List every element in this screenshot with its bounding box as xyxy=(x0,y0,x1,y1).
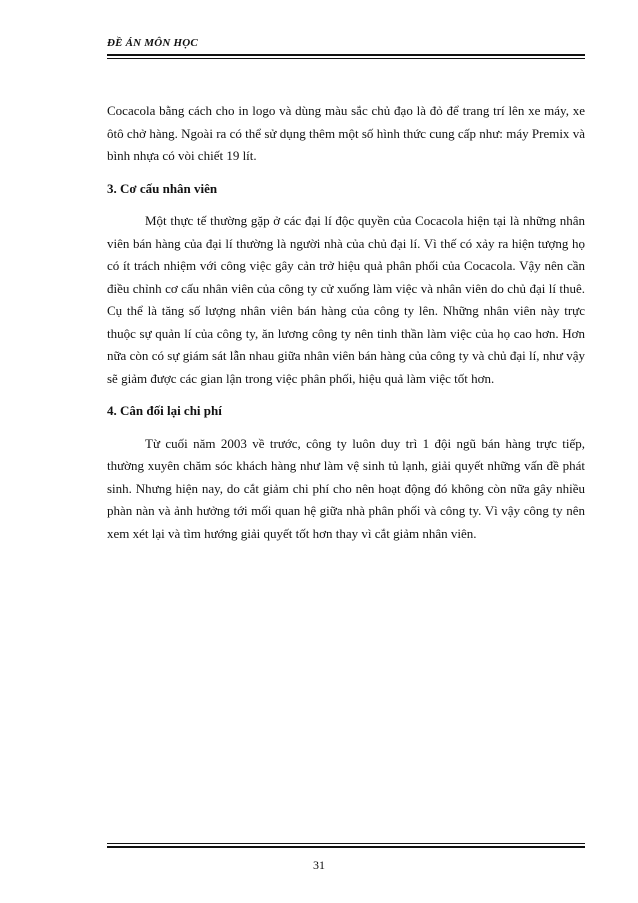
section-paragraph-4: Từ cuối năm 2003 về trước, công ty luôn duy trì 1 đội ngũ bán hàng trực tiếp, thường xuyên chăm sóc khách hàng như làm vệ sinh tủ lạnh, giải quyết những vấn đề phát sinh. Nhưng hiện nay, do cắt giảm chi phí cho nên hoạt động đó không còn nữa gây nhiều phàn nàn và ảnh hưởng tới mối quan hệ giữa nhà phân phối và công ty. Vì vậy công ty nên xem xét lại và tìm hướng giải quyết tốt hơn thay vì cắt giảm nhân viên. xyxy=(107,435,585,541)
page-content xyxy=(107,100,585,545)
section-heading-4: 4. Cân đối lại chi phí xyxy=(107,403,222,418)
intro-paragraph: Cocacola bằng cách cho in logo và dùng màu sắc chủ đạo là đỏ để trang trí lên xe máy, xe ôtô chở hàng. Ngoài ra có thể sử dụng thêm một số hình thức cung cấp như: máy Premix và bình nhựa có vòi chiết 19 lít. xyxy=(107,103,585,163)
section-paragraph-3: Một thực tế thường gặp ở các đại lí độc quyền của Cocacola hiện tại là những nhân viên bán hàng của đại lí thường là người nhà của chủ đại lí. Vì thế có xảy ra hiện tượng họ có ít trách nhiệm với công việc gây cản trở hiệu quả phân phối của Cocacola. Vậy nên cần điều chỉnh cơ cấu nhân viên của công ty cử xuống làm việc và nhân viên do chủ đại lí thuê. Cụ thể là tăng số lượng nhân viên bán hàng của công ty lên. Những nhân viên này trực thuộc sự quản lí của công ty, ăn lương công ty nên tinh thần làm việc của họ cao hơn. Hơn nữa còn có sự giám sát lẫn nhau giữa nhân viên bán hàng của công ty và chủ đại lí, như vậy sẽ giảm được các gian lận trong việc phân phối, hiệu quả làm việc tốt hơn. xyxy=(107,213,585,386)
footer-rule-thick xyxy=(107,846,585,848)
footer-rule-thin xyxy=(107,843,585,844)
header-rule-thick xyxy=(107,54,585,56)
page-number: 31 xyxy=(313,858,325,872)
section-heading-3: 3. Cơ cấu nhân viên xyxy=(107,180,218,196)
page-header-title: ĐỀ ÁN MÔN HỌC xyxy=(107,37,198,49)
header-rule-thin xyxy=(107,58,585,59)
